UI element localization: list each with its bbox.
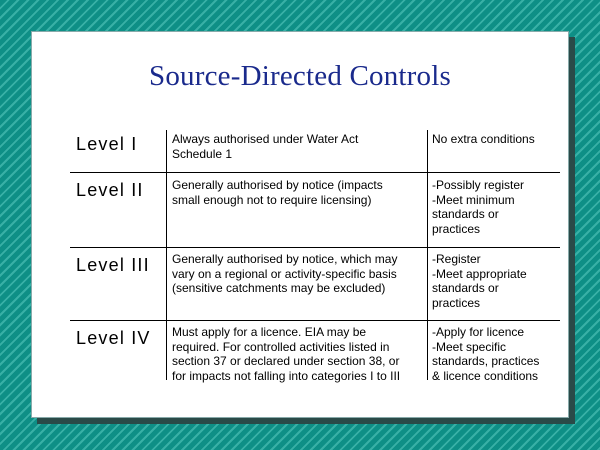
conditions-cell-4 xyxy=(432,325,539,383)
description-line: Schedule 1 xyxy=(172,146,233,161)
level-label-2: Level II xyxy=(76,180,144,200)
description-cell-1 xyxy=(172,132,358,161)
description-cell-2 xyxy=(172,178,383,207)
description-line: Must apply for a licence. EIA may be xyxy=(172,325,367,339)
conditions-cell-2 xyxy=(432,178,524,236)
description-line: Generally authorised by notice, which may xyxy=(172,252,398,266)
conditions-line: & licence conditions xyxy=(432,368,539,383)
description-line: Generally authorised by notice (impacts xyxy=(172,178,383,192)
column-divider-left xyxy=(166,130,167,380)
description-line: for impacts not falling into categories I to III xyxy=(172,368,401,383)
conditions-line: -Meet specific xyxy=(432,339,507,354)
level-label-3: Level III xyxy=(76,255,150,275)
description-line: required. For controlled activities listed in xyxy=(172,339,390,354)
slide-title: Source-Directed Controls xyxy=(149,60,451,92)
description-cell-3 xyxy=(172,252,397,296)
conditions-cell-1 xyxy=(432,132,535,147)
conditions-line: -Possibly register xyxy=(432,178,525,192)
conditions-line: practices xyxy=(432,295,481,310)
description-line: small enough not to require licensing) xyxy=(172,192,372,207)
description-line: vary on a regional or activity-specific basis xyxy=(172,266,397,281)
row-divider-2 xyxy=(70,247,560,248)
conditions-line: -Apply for licence xyxy=(432,325,525,339)
conditions-cell-3 xyxy=(432,252,527,310)
conditions-line: -Meet minimum xyxy=(432,192,515,207)
conditions-line: standards, practices xyxy=(432,354,540,368)
conditions-line: standards or xyxy=(432,281,499,295)
row-divider-1 xyxy=(70,172,560,173)
row-divider-3 xyxy=(70,320,560,321)
description-line: Always authorised under Water Act xyxy=(172,132,359,146)
level-label-4: Level IV xyxy=(76,328,151,348)
column-divider-right xyxy=(427,130,428,380)
conditions-line: standards or xyxy=(432,207,499,221)
conditions-line: -Register xyxy=(432,252,481,266)
conditions-line: -Meet appropriate xyxy=(432,266,527,281)
description-line: section 37 or declared under section 38, or xyxy=(172,354,400,368)
level-label-1: Level I xyxy=(76,134,138,154)
description-line: (sensitive catchments may be excluded) xyxy=(172,281,386,295)
conditions-line: No extra conditions xyxy=(432,132,535,146)
conditions-line: practices xyxy=(432,221,481,236)
description-cell-4 xyxy=(172,325,400,383)
